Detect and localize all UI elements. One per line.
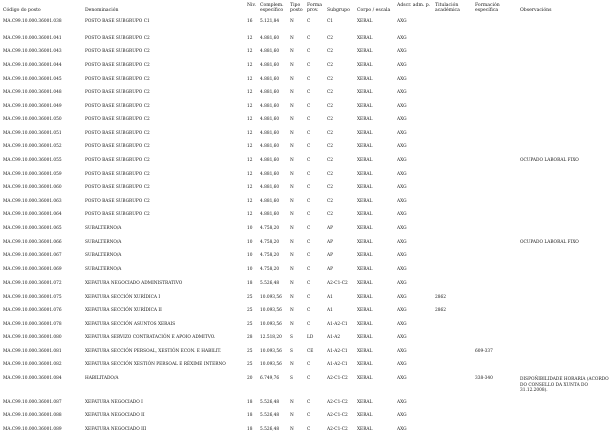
cell-nivel: 10 (247, 240, 253, 245)
cell-denominacion: XEFATURA NEGOCIADO III (85, 427, 147, 432)
cell-nivel: 25 (247, 322, 253, 327)
cell-tipo: N (290, 90, 294, 95)
cell-tipo: S (290, 349, 293, 354)
cell-subgrupo: AP (327, 226, 333, 231)
cell-tipo: N (290, 281, 294, 286)
cell-forma: C (307, 63, 311, 68)
cell-denominacion: SUBALTERNO/A (85, 267, 122, 272)
cell-corpo: XERAL (357, 185, 373, 190)
cell-codigo: MA.C99.10.000.36001.089 (3, 427, 62, 432)
cell-adscricion: AXG (397, 308, 407, 313)
cell-codigo: MA.C99.10.000.36001.066 (3, 240, 62, 245)
cell-denominacion: SUBALTERNO/A (85, 253, 122, 258)
cell-nivel: 12 (247, 90, 253, 95)
cell-nivel: 18 (247, 427, 253, 432)
cell-corpo: XERAL (357, 226, 373, 231)
cell-adscricion: AXG (397, 185, 407, 190)
cell-adscricion: AXG (397, 36, 407, 41)
cell-codigo: MA.C99.10.000.36001.069 (3, 267, 62, 272)
cell-adscricion: AXG (397, 172, 407, 177)
cell-forma: C (307, 212, 311, 217)
cell-corpo: XERAL (357, 427, 373, 432)
cell-nivel: 28 (247, 335, 253, 340)
cell-subgrupo: A1-A2 (327, 335, 341, 340)
cell-codigo: MA.C99.10.000.36001.055 (3, 158, 62, 163)
column-header-observacions: Observacións (520, 8, 552, 13)
cell-subgrupo: A1 (327, 295, 333, 300)
cell-corpo: XERAL (357, 49, 373, 54)
cell-nivel: 10 (247, 253, 253, 258)
cell-subgrupo: C2 (327, 212, 334, 217)
cell-nivel: 25 (247, 295, 253, 300)
cell-complemento: 4.881,60 (260, 63, 280, 68)
cell-codigo: MA.C99.10.000.36001.038 (3, 19, 62, 24)
cell-complemento: 12.518,20 (260, 335, 282, 340)
cell-forma: C (307, 427, 311, 432)
cell-nivel: 12 (247, 131, 253, 136)
cell-complemento: 5.526,48 (260, 281, 280, 286)
cell-denominacion: POSTO BASE SUBGRUPO C2 (85, 77, 150, 82)
cell-complemento: 5.526,48 (260, 413, 280, 418)
cell-tipo: N (290, 172, 294, 177)
cell-complemento: 5.526,48 (260, 400, 280, 405)
cell-denominacion: POSTO BASE SUBGRUPO C2 (85, 144, 150, 149)
cell-denominacion: XEFATURA SERVIZO CONTRATACIÓN E APOIO ADMITVO. (85, 335, 216, 340)
cell-forma: C (307, 199, 311, 204)
cell-complemento: 4.881,60 (260, 144, 280, 149)
cell-codigo: MA.C99.10.000.36001.063 (3, 199, 62, 204)
cell-corpo: XERAL (357, 376, 373, 381)
cell-complemento: 4.881,60 (260, 49, 280, 54)
cell-nivel: 12 (247, 49, 253, 54)
cell-titulacion: 2862 (435, 308, 446, 313)
cell-codigo: MA.C99.10.000.36001.080 (3, 335, 62, 340)
cell-complemento: 4.881,60 (260, 158, 280, 163)
column-header-nivel: Niv. (247, 3, 256, 8)
cell-denominacion: POSTO BASE SUBGRUPO C2 (85, 199, 150, 204)
cell-tipo: S (290, 335, 293, 340)
cell-subgrupo: A1 (327, 308, 333, 313)
cell-complemento: 4.881,60 (260, 172, 280, 177)
cell-corpo: XERAL (357, 131, 373, 136)
cell-denominacion: XEFATURA SECCIÓN XESTIÓN PERSOAL E RÉXIME INTERNO (85, 362, 226, 367)
cell-tipo: N (290, 49, 294, 54)
cell-corpo: XERAL (357, 400, 373, 405)
cell-subgrupo: AP (327, 267, 333, 272)
cell-codigo: MA.C99.10.000.36001.075 (3, 295, 62, 300)
cell-tipo: N (290, 267, 294, 272)
cell-complemento: 10.093,56 (260, 322, 282, 327)
cell-denominacion: SUBALTERNO/A (85, 226, 122, 231)
cell-subgrupo: C2 (327, 131, 334, 136)
cell-subgrupo: C2 (327, 199, 334, 204)
cell-codigo: MA.C99.10.000.36001.045 (3, 77, 62, 82)
cell-codigo: MA.C99.10.000.36001.072 (3, 281, 62, 286)
cell-denominacion: XEFATURA SECCIÓN ASUNTOS XERAIS (85, 322, 176, 327)
cell-adscricion: AXG (397, 19, 407, 24)
cell-tipo: N (290, 144, 294, 149)
cell-subgrupo: C2 (327, 90, 334, 95)
cell-formacion: 338-340 (475, 376, 493, 381)
cell-codigo: MA.C99.10.000.36001.060 (3, 185, 62, 190)
cell-nivel: 25 (247, 362, 253, 367)
cell-complemento: 10.093,56 (260, 308, 282, 313)
cell-adscricion: AXG (397, 427, 407, 432)
cell-nivel: 12 (247, 77, 253, 82)
cell-corpo: XERAL (357, 267, 373, 272)
cell-nivel: 18 (247, 281, 253, 286)
cell-codigo: MA.C99.10.000.36001.088 (3, 413, 62, 418)
cell-denominacion: POSTO BASE SUBGRUPO C2 (85, 117, 150, 122)
column-header-subgrupo: Subgrupo (327, 8, 350, 13)
cell-tipo: N (290, 63, 294, 68)
cell-nivel: 25 (247, 308, 253, 313)
cell-adscricion: AXG (397, 212, 407, 217)
cell-nivel: 12 (247, 36, 253, 41)
cell-complemento: 5.526,48 (260, 427, 280, 432)
cell-adscricion: AXG (397, 413, 407, 418)
column-header-tipo: Tipo posto (290, 3, 303, 14)
cell-forma: C (307, 240, 311, 245)
cell-forma: C (307, 185, 311, 190)
cell-tipo: N (290, 131, 294, 136)
cell-forma: C (307, 362, 311, 367)
cell-corpo: XERAL (357, 63, 373, 68)
cell-denominacion: POSTO BASE SUBGRUPO C2 (85, 158, 150, 163)
cell-complemento: 4.758,20 (260, 253, 280, 258)
cell-codigo: MA.C99.10.000.36001.043 (3, 49, 62, 54)
cell-subgrupo: C2 (327, 117, 334, 122)
cell-complemento: 4.881,60 (260, 212, 280, 217)
cell-codigo: MA.C99.10.000.36001.082 (3, 362, 62, 367)
cell-corpo: XERAL (357, 158, 373, 163)
cell-adscricion: AXG (397, 104, 407, 109)
cell-adscricion: AXG (397, 376, 407, 381)
cell-complemento: 4.881,60 (260, 77, 280, 82)
cell-nivel: 12 (247, 63, 253, 68)
cell-tipo: N (290, 36, 294, 41)
cell-corpo: XERAL (357, 19, 373, 24)
cell-corpo: XERAL (357, 212, 373, 217)
cell-nivel: 12 (247, 117, 253, 122)
cell-subgrupo: A1-A2-C1 (327, 349, 348, 354)
cell-codigo: MA.C99.10.000.36001.076 (3, 308, 62, 313)
column-header-forma: Forma prov. (307, 3, 322, 14)
cell-forma: LD (307, 335, 314, 340)
cell-tipo: N (290, 19, 294, 24)
cell-corpo: XERAL (357, 199, 373, 204)
cell-adscricion: AXG (397, 158, 407, 163)
cell-nivel: 12 (247, 199, 253, 204)
cell-corpo: XERAL (357, 240, 373, 245)
cell-tipo: N (290, 362, 294, 367)
cell-codigo: MA.C99.10.000.36001.048 (3, 90, 62, 95)
cell-tipo: N (290, 185, 294, 190)
cell-nivel: 18 (247, 413, 253, 418)
cell-forma: C (307, 36, 311, 41)
cell-adscricion: AXG (397, 349, 407, 354)
cell-forma: C (307, 131, 311, 136)
cell-observacions: OCUPADO LABORAL FIXO (520, 158, 579, 163)
cell-nivel: 12 (247, 144, 253, 149)
cell-titulacion: 2862 (435, 295, 446, 300)
cell-nivel: 25 (247, 349, 253, 354)
cell-codigo: MA.C99.10.000.36001.081 (3, 349, 62, 354)
column-header-titulacion: Titulación académica (435, 3, 460, 14)
cell-forma: C (307, 413, 311, 418)
cell-nivel: 12 (247, 158, 253, 163)
cell-denominacion: POSTO BASE SUBGRUPO C1 (85, 19, 150, 24)
cell-forma: C (307, 308, 311, 313)
cell-complemento: 4.881,60 (260, 90, 280, 95)
cell-denominacion: SUBALTERNO/A (85, 240, 122, 245)
column-header-codigo: Código do posto (3, 8, 41, 13)
cell-tipo: S (290, 376, 293, 381)
cell-denominacion: XEFATURA SECCIÓN XURÍDICA II (85, 308, 162, 313)
cell-nivel: 18 (247, 400, 253, 405)
cell-denominacion: POSTO BASE SUBGRUPO C2 (85, 185, 150, 190)
cell-corpo: XERAL (357, 90, 373, 95)
cell-corpo: XERAL (357, 144, 373, 149)
cell-codigo: MA.C99.10.000.36001.050 (3, 117, 62, 122)
cell-forma: C (307, 267, 311, 272)
cell-complemento: 4.758,20 (260, 226, 280, 231)
cell-denominacion: XEFATURA NEGOCIADO I (85, 400, 143, 405)
cell-corpo: XERAL (357, 36, 373, 41)
cell-forma: C (307, 104, 311, 109)
cell-nivel: 12 (247, 212, 253, 217)
cell-forma: C (307, 322, 311, 327)
cell-subgrupo: C2 (327, 77, 334, 82)
cell-codigo: MA.C99.10.000.36001.052 (3, 144, 62, 149)
cell-observacions: OCUPADO LABORAL FIXO (520, 240, 579, 245)
column-header-formacion: Formación específica (475, 3, 500, 14)
cell-forma: C (307, 117, 311, 122)
column-header-adscricion: Adscr. adm. p. (397, 3, 431, 8)
cell-corpo: XERAL (357, 413, 373, 418)
cell-observacions: DISPOÑIBILIDADE HORARIA (ACORDO DO CONSELLO DA XUNTA DO 31.12.2008). (520, 377, 609, 394)
cell-forma: C (307, 158, 311, 163)
cell-adscricion: AXG (397, 131, 407, 136)
cell-forma: C (307, 400, 311, 405)
cell-adscricion: AXG (397, 240, 407, 245)
cell-corpo: XERAL (357, 281, 373, 286)
cell-denominacion: POSTO BASE SUBGRUPO C2 (85, 212, 150, 217)
cell-codigo: MA.C99.10.000.36001.065 (3, 226, 62, 231)
cell-subgrupo: C2 (327, 158, 334, 163)
column-header-denominacion: Denominación (85, 8, 119, 13)
cell-corpo: XERAL (357, 77, 373, 82)
cell-subgrupo: A2-C1-C2 (327, 281, 348, 286)
cell-corpo: XERAL (357, 117, 373, 122)
cell-subgrupo: C2 (327, 49, 334, 54)
cell-forma: C (307, 19, 311, 24)
cell-adscricion: AXG (397, 144, 407, 149)
cell-denominacion: POSTO BASE SUBGRUPO C2 (85, 63, 150, 68)
cell-denominacion: XEFATURA NEGOCIADO II (85, 413, 145, 418)
cell-tipo: N (290, 104, 294, 109)
cell-codigo: MA.C99.10.000.36001.087 (3, 400, 62, 405)
cell-forma: CE (307, 349, 314, 354)
cell-tipo: N (290, 117, 294, 122)
cell-forma: C (307, 253, 311, 258)
cell-codigo: MA.C99.10.000.36001.041 (3, 36, 62, 41)
cell-denominacion: XEFATURA SECCIÓN PERSOAL, XESTIÓN ECON. E HABILIT. (85, 349, 222, 354)
cell-codigo: MA.C99.10.000.36001.078 (3, 322, 62, 327)
cell-tipo: N (290, 413, 294, 418)
cell-forma: C (307, 77, 311, 82)
cell-corpo: XERAL (357, 308, 373, 313)
cell-codigo: MA.C99.10.000.36001.084 (3, 376, 62, 381)
cell-nivel: 16 (247, 19, 253, 24)
cell-subgrupo: C2 (327, 172, 334, 177)
cell-forma: C (307, 295, 311, 300)
cell-forma: C (307, 172, 311, 177)
cell-tipo: N (290, 308, 294, 313)
cell-corpo: XERAL (357, 335, 373, 340)
cell-denominacion: POSTO BASE SUBGRUPO C2 (85, 36, 150, 41)
cell-adscricion: AXG (397, 77, 407, 82)
cell-forma: C (307, 90, 311, 95)
column-header-complemento: Complem. específico (260, 3, 284, 14)
cell-complemento: 4.881,60 (260, 199, 280, 204)
cell-codigo: MA.C99.10.000.36001.064 (3, 212, 62, 217)
cell-tipo: N (290, 158, 294, 163)
cell-adscricion: AXG (397, 400, 407, 405)
cell-subgrupo: AP (327, 253, 333, 258)
cell-codigo: MA.C99.10.000.36001.067 (3, 253, 62, 258)
cell-nivel: 10 (247, 267, 253, 272)
cell-subgrupo: A2-C1-C2 (327, 400, 348, 405)
cell-complemento: 6.749,76 (260, 376, 280, 381)
cell-denominacion: POSTO BASE SUBGRUPO C2 (85, 104, 150, 109)
cell-complemento: 10.093,56 (260, 295, 282, 300)
cell-corpo: XERAL (357, 322, 373, 327)
cell-forma: C (307, 49, 311, 54)
cell-complemento: 4.758,20 (260, 267, 280, 272)
cell-subgrupo: C1 (327, 19, 334, 24)
cell-codigo: MA.C99.10.000.36001.051 (3, 131, 62, 136)
cell-complemento: 4.881,60 (260, 104, 280, 109)
cell-tipo: N (290, 253, 294, 258)
cell-tipo: N (290, 400, 294, 405)
cell-denominacion: POSTO BASE SUBGRUPO C2 (85, 131, 150, 136)
cell-subgrupo: A1-A2-C1 (327, 322, 348, 327)
cell-adscricion: AXG (397, 49, 407, 54)
cell-codigo: MA.C99.10.000.36001.044 (3, 63, 62, 68)
cell-denominacion: POSTO BASE SUBGRUPO C2 (85, 172, 150, 177)
cell-denominacion: POSTO BASE SUBGRUPO C2 (85, 49, 150, 54)
cell-forma: C (307, 281, 311, 286)
cell-subgrupo: A2-C1-C2 (327, 413, 348, 418)
cell-nivel: 10 (247, 226, 253, 231)
cell-adscricion: AXG (397, 267, 407, 272)
cell-subgrupo: A1-A2-C1 (327, 362, 348, 367)
cell-adscricion: AXG (397, 362, 407, 367)
cell-nivel: 12 (247, 104, 253, 109)
cell-complemento: 4.758,20 (260, 240, 280, 245)
cell-complemento: 4.881,60 (260, 185, 280, 190)
cell-adscricion: AXG (397, 322, 407, 327)
cell-adscricion: AXG (397, 117, 407, 122)
cell-adscricion: AXG (397, 199, 407, 204)
cell-corpo: XERAL (357, 362, 373, 367)
cell-nivel: 12 (247, 172, 253, 177)
cell-codigo: MA.C99.10.000.36001.049 (3, 104, 62, 109)
cell-forma: C (307, 226, 311, 231)
cell-subgrupo: C2 (327, 36, 334, 41)
cell-forma: C (307, 144, 311, 149)
cell-subgrupo: C2 (327, 63, 334, 68)
cell-adscricion: AXG (397, 90, 407, 95)
column-header-corpo: Corpo / escala (357, 8, 391, 13)
cell-nivel: 20 (247, 376, 253, 381)
cell-corpo: XERAL (357, 172, 373, 177)
cell-complemento: 5.121,84 (260, 19, 280, 24)
cell-complemento: 10.093,56 (260, 349, 282, 354)
cell-denominacion: XEFATURA SECCIÓN XURÍDICA I (85, 295, 161, 300)
cell-corpo: XERAL (357, 253, 373, 258)
cell-corpo: XERAL (357, 349, 373, 354)
cell-subgrupo: A2-C1-C2 (327, 427, 348, 432)
cell-nivel: 12 (247, 185, 253, 190)
cell-subgrupo: C2 (327, 185, 334, 190)
cell-corpo: XERAL (357, 104, 373, 109)
cell-adscricion: AXG (397, 335, 407, 340)
cell-tipo: N (290, 212, 294, 217)
cell-complemento: 10.093,56 (260, 362, 282, 367)
cell-subgrupo: C2 (327, 144, 334, 149)
cell-denominacion: XEFATURA NEGOCIADO ADMINISTRATIVO (85, 281, 183, 286)
cell-denominacion: POSTO BASE SUBGRUPO C2 (85, 90, 150, 95)
cell-forma: C (307, 376, 311, 381)
cell-adscricion: AXG (397, 63, 407, 68)
cell-tipo: N (290, 295, 294, 300)
cell-adscricion: AXG (397, 281, 407, 286)
cell-tipo: N (290, 240, 294, 245)
cell-subgrupo: C2 (327, 104, 334, 109)
cell-adscricion: AXG (397, 295, 407, 300)
cell-subgrupo: AP (327, 240, 333, 245)
cell-tipo: N (290, 226, 294, 231)
cell-corpo: XERAL (357, 295, 373, 300)
cell-tipo: N (290, 77, 294, 82)
cell-tipo: N (290, 199, 294, 204)
cell-denominacion: HABILITADO/A (85, 376, 119, 381)
cell-adscricion: AXG (397, 253, 407, 258)
cell-tipo: N (290, 427, 294, 432)
cell-codigo: MA.C99.10.000.36001.059 (3, 172, 62, 177)
cell-formacion: 609-337 (475, 349, 493, 354)
cell-complemento: 4.881,60 (260, 131, 280, 136)
cell-adscricion: AXG (397, 226, 407, 231)
cell-subgrupo: A2-C1-C2 (327, 376, 348, 381)
cell-complemento: 4.881,60 (260, 117, 280, 122)
cell-tipo: N (290, 322, 294, 327)
cell-complemento: 4.881,60 (260, 36, 280, 41)
